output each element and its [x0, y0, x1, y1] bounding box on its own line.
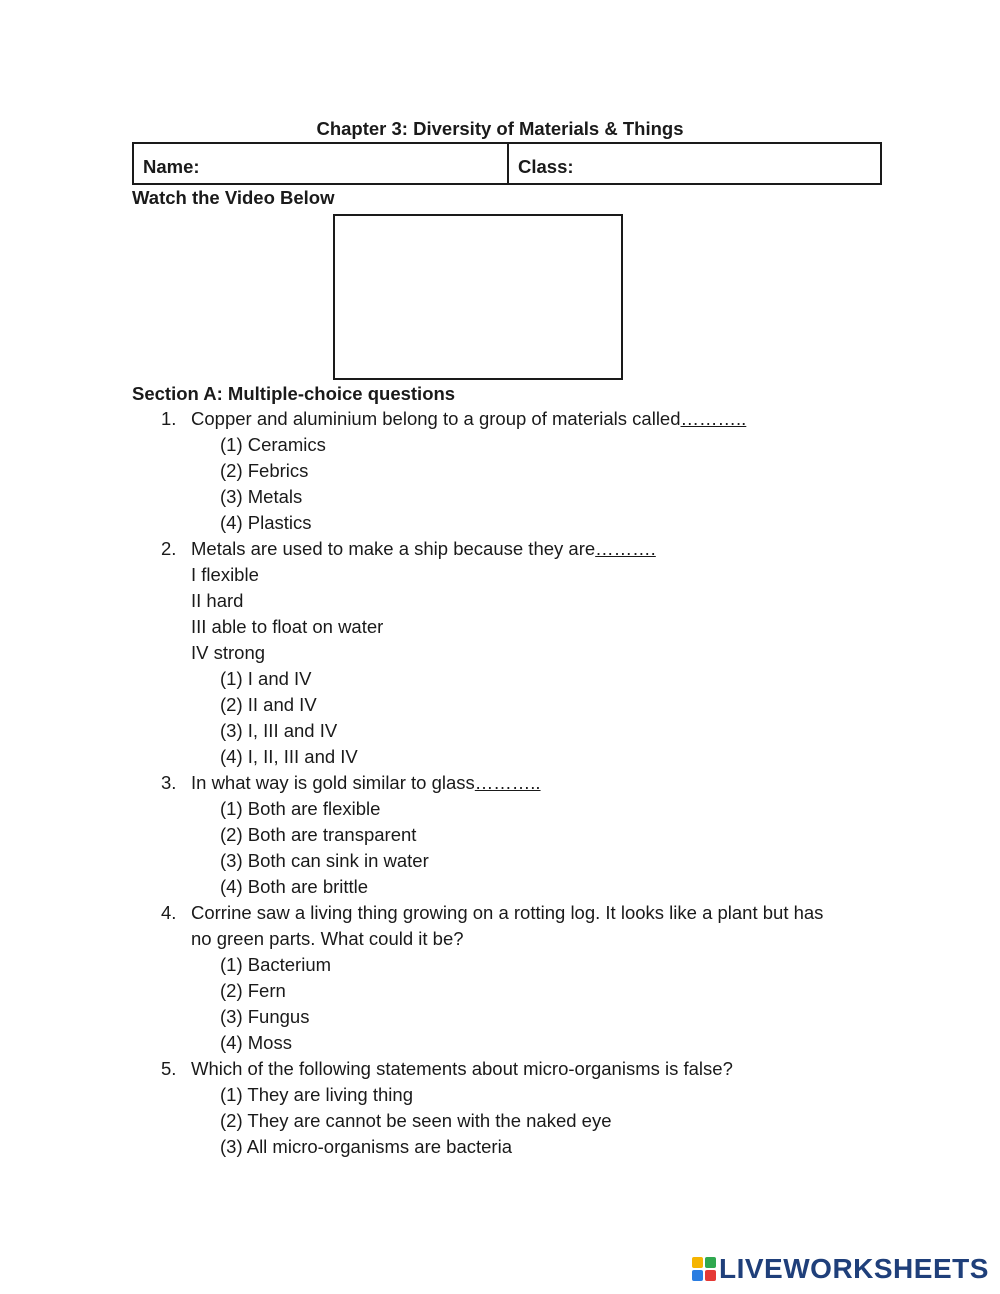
video-heading: Watch the Video Below	[132, 187, 335, 208]
page-title: Chapter 3: Diversity of Materials & Things	[316, 118, 684, 139]
class-label: Class:	[518, 156, 574, 177]
name-class-table	[132, 142, 882, 185]
option[interactable]: (4) I, II, III and IV	[220, 746, 358, 767]
option[interactable]: (1) Ceramics	[220, 434, 326, 455]
statement: III able to float on water	[191, 616, 384, 637]
option[interactable]: (2) Febrics	[220, 460, 309, 481]
brand-text: LIVEWORKSHEETS	[719, 1253, 989, 1284]
option[interactable]: (2) Both are transparent	[220, 824, 417, 845]
question-text: Corrine saw a living thing growing on a rotting log. It looks like a plant but has	[191, 902, 824, 923]
section-a-heading: Section A: Multiple-choice questions	[132, 383, 456, 404]
liveworksheets-brand[interactable]	[692, 1254, 989, 1284]
statement: II hard	[191, 590, 244, 611]
question-text: Which of the following statements about micro-organisms is false?	[191, 1058, 733, 1079]
answer-blank[interactable]: ……….	[595, 538, 656, 559]
option[interactable]: (1) Both are flexible	[220, 798, 381, 819]
option[interactable]: (2) They are cannot be seen with the naked eye	[220, 1110, 612, 1131]
answer-blank[interactable]: ………..	[474, 772, 541, 793]
question-number: 5.	[161, 1058, 177, 1079]
question-number: 4.	[161, 902, 177, 923]
option[interactable]: (3) Metals	[220, 486, 303, 507]
question-text: Metals are used to make a ship because they are……….	[191, 538, 656, 559]
liveworksheets-logo-icon	[692, 1257, 716, 1281]
question-text: In what way is gold similar to glass………..	[191, 772, 541, 793]
video-player[interactable]	[333, 214, 623, 380]
option[interactable]: (1) I and IV	[220, 668, 312, 689]
option[interactable]: (4) Plastics	[220, 512, 312, 533]
name-label: Name:	[143, 156, 200, 177]
answer-blank[interactable]: ………..	[680, 408, 747, 429]
question-number: 2.	[161, 538, 177, 559]
option[interactable]: (2) II and IV	[220, 694, 317, 715]
option[interactable]: (3) All micro-organisms are bacteria	[220, 1136, 512, 1157]
option[interactable]: (1) Bacterium	[220, 954, 332, 975]
question-text: Copper and aluminium belong to a group of materials called………..	[191, 408, 747, 429]
name-field[interactable]	[134, 144, 509, 183]
question-text: no green parts. What could it be?	[191, 928, 464, 949]
option[interactable]: (3) Fungus	[220, 1006, 310, 1027]
option[interactable]: (3) Both can sink in water	[220, 850, 429, 871]
option[interactable]: (4) Moss	[220, 1032, 292, 1053]
option[interactable]: (2) Fern	[220, 980, 286, 1001]
question-number: 3.	[161, 772, 177, 793]
statement: I flexible	[191, 564, 259, 585]
class-field[interactable]	[509, 144, 880, 183]
option[interactable]: (1) They are living thing	[220, 1084, 413, 1105]
option[interactable]: (3) I, III and IV	[220, 720, 338, 741]
question-number: 1.	[161, 408, 177, 429]
option[interactable]: (4) Both are brittle	[220, 876, 369, 897]
statement: IV strong	[191, 642, 266, 663]
